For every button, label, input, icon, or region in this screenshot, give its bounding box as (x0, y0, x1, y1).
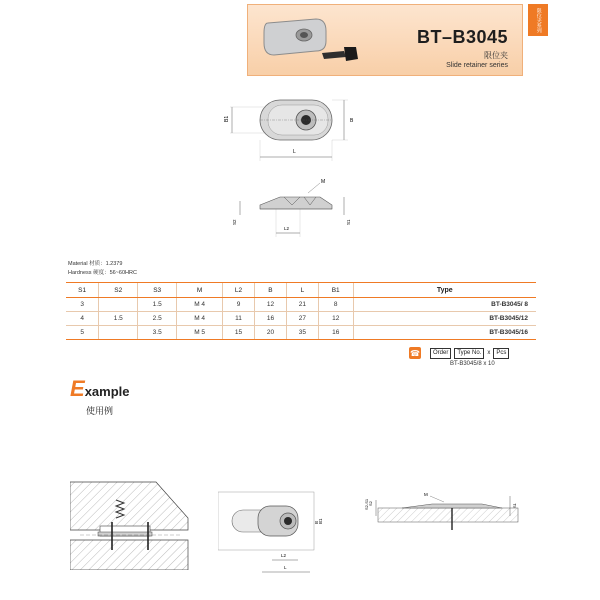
side-tab: 限位夹系列 (528, 4, 548, 36)
example-label-b: B (314, 520, 319, 524)
example-label-s2s1: S2-S1 (364, 498, 369, 510)
label-s2: S2 (232, 219, 237, 225)
cell: M 5 (177, 326, 223, 340)
cell: 9 (223, 298, 255, 312)
cell: 1.5 (138, 298, 177, 312)
type-no-label: Type No. (454, 348, 484, 359)
cell: 11 (223, 312, 255, 326)
table-row (66, 298, 536, 312)
cell: 20 (255, 326, 287, 340)
cell: 27 (286, 312, 318, 326)
col-header: B1 (318, 283, 353, 298)
order-row (409, 347, 509, 359)
cell: 1.5 (99, 312, 138, 326)
example-label-b1: B1 (318, 518, 323, 524)
example-mold-section (70, 478, 190, 570)
cell: M 4 (177, 312, 223, 326)
cell: 8 (318, 298, 353, 312)
table-row (66, 312, 536, 326)
col-header: Type (353, 283, 536, 298)
cell: 3.5 (138, 326, 177, 340)
example-label-m: M (424, 492, 428, 497)
product-name-cn: 限位夹 (484, 51, 508, 60)
example-label-s2: S2 (368, 501, 373, 506)
cell: 16 (318, 326, 353, 340)
cell: 4 (66, 312, 99, 326)
example-side-section (362, 486, 522, 536)
cell (99, 326, 138, 340)
cell: 5 (66, 326, 99, 340)
table-row (66, 326, 536, 340)
label-l: L (293, 149, 296, 155)
cell: 3 (66, 298, 99, 312)
pcs-label: Pcs (493, 348, 509, 359)
col-header: B (255, 283, 287, 298)
cell: 35 (286, 326, 318, 340)
example-label-l2: L2 (281, 553, 287, 558)
label-b: B (350, 118, 354, 124)
cell: 12 (255, 298, 287, 312)
example-plan-view (218, 488, 328, 578)
col-header: S2 (99, 283, 138, 298)
col-header: M (177, 283, 223, 298)
cell: BT-B3045/ 8 (353, 298, 536, 312)
phone-icon: ☎ (410, 348, 420, 358)
table-header-row (66, 283, 536, 298)
label-l2: L2 (284, 226, 290, 231)
cell: BT-B3045/12 (353, 312, 536, 326)
hardness-spec: Hardness 硬度：56~60HRC (68, 270, 137, 276)
example-title-cn: 使用例 (86, 406, 114, 416)
order-example: BT-B3045/8 x 10 (450, 361, 495, 367)
example-title-initial: E (70, 376, 85, 401)
col-header: S1 (66, 283, 99, 298)
cell: 21 (286, 298, 318, 312)
side-view-drawing (220, 175, 370, 245)
product-name-en: Slide retainer series (446, 62, 508, 69)
cell: 15 (223, 326, 255, 340)
cell: M 4 (177, 298, 223, 312)
example-title-rest: xample (84, 384, 130, 399)
example-label-l: L (284, 565, 287, 570)
cell: 2.5 (138, 312, 177, 326)
label-s1: S1 (346, 219, 351, 225)
order-label: Order (430, 348, 451, 359)
spec-table (66, 282, 536, 340)
cell: BT-B3045/16 (353, 326, 536, 340)
cell (99, 298, 138, 312)
material-spec: Material 材质：1.2379 (68, 261, 123, 267)
cell: 12 (318, 312, 353, 326)
example-label-s1: S1 (512, 503, 517, 508)
col-header: L2 (223, 283, 255, 298)
col-header: S3 (138, 283, 177, 298)
product-code: BT–B3045 (416, 27, 508, 47)
label-b1: B1 (224, 115, 230, 122)
cell: 16 (255, 312, 287, 326)
top-view-drawing (220, 95, 370, 170)
label-m: M (321, 179, 326, 185)
example-title (70, 376, 130, 402)
header-banner (247, 4, 523, 76)
col-header: L (286, 283, 318, 298)
times-symbol: x (487, 350, 491, 356)
product-photo (256, 11, 376, 71)
